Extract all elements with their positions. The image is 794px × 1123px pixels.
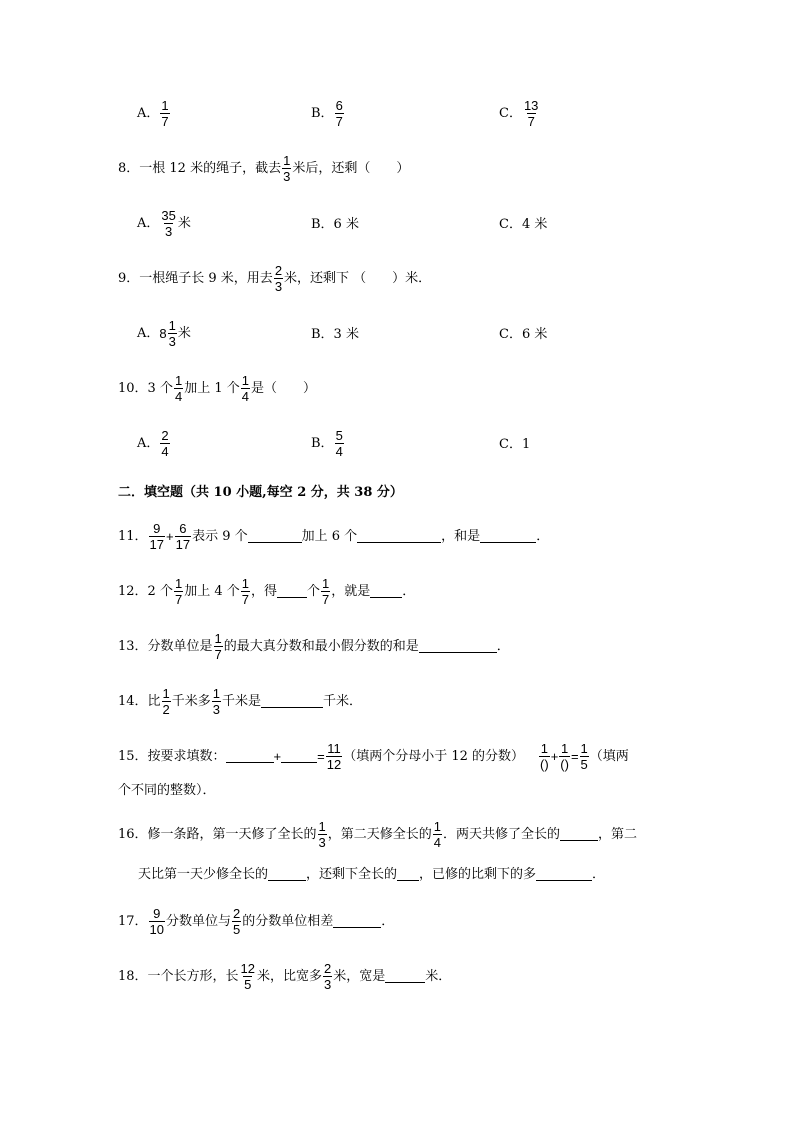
- q10-option-a: A． $\frac{2}{4}$: [137, 428, 169, 459]
- fraction: $\frac{1}{7}$: [161, 98, 169, 129]
- fraction: $\frac{9}{10}$: [149, 906, 165, 937]
- answer-blank[interactable]: [397, 868, 419, 881]
- fraction: $\frac{1}{7}$: [322, 576, 330, 607]
- answer-blank[interactable]: [370, 585, 402, 598]
- question-9: 9．一根绳子长 9 米，用去 $\frac{2}{3}$ 米，还剩下 （ ）米．: [118, 263, 432, 294]
- fraction: $\frac{1}{4}$: [433, 819, 442, 850]
- fraction: $\frac{1}{7}$: [241, 576, 249, 607]
- answer-blank[interactable]: [281, 750, 317, 763]
- fraction: $\frac{2}{4}$: [161, 428, 169, 459]
- fraction: $\frac{1}{()}$: [560, 741, 569, 772]
- q10-option-b: B． $\frac{5}{4}$: [311, 428, 343, 459]
- answer-blank[interactable]: [277, 585, 307, 598]
- question-15-line-2: 个不同的整数）．: [118, 783, 216, 798]
- fraction: $\frac{1}{4}$: [241, 373, 249, 404]
- q7-option-a: A． $\frac{1}{7}$: [137, 98, 169, 129]
- question-12: 12．2 个 $\frac{1}{7}$ 加上 4 个 $\frac{1}{7}$ ，得 个 $\frac{1}{7}$ ，就是 ．: [118, 576, 416, 607]
- fraction: $\frac{1}{3}$: [318, 819, 326, 850]
- question-8: 8．一根 12 米的绳子，截去 $\frac{1}{3}$ 米后，还剩（ ）: [118, 153, 410, 184]
- q10-option-c: C．1: [499, 437, 531, 452]
- question-13: 13．分数单位是 $\frac{1}{7}$ 的最大真分数和最小假分数的和是 ．: [118, 631, 510, 662]
- question-10: 10．3 个 $\frac{1}{4}$ 加上 1 个 $\frac{1}{4}$ 是（ ）: [118, 373, 316, 404]
- answer-blank[interactable]: [226, 750, 274, 763]
- fraction: $\frac{2}{3}$: [274, 263, 283, 294]
- answer-blank[interactable]: [357, 530, 441, 543]
- question-18: 18．一个长方形，长 $\frac{12}{5}$ 米，比宽多 $\frac{2}{3}$ 米，宽是 米．: [118, 961, 452, 992]
- fraction: $\frac{13}{7}$: [523, 98, 539, 129]
- answer-blank[interactable]: [536, 868, 592, 881]
- q9-option-a: A． 8 $\frac{1}{3}$ 米: [137, 318, 191, 349]
- answer-blank[interactable]: [248, 530, 302, 543]
- fraction: $\frac{2}{5}$: [233, 906, 241, 937]
- fraction: $\frac{1}{2}$: [162, 686, 170, 717]
- answer-blank[interactable]: [385, 970, 425, 983]
- fraction: $\frac{1}{3}$: [212, 686, 221, 717]
- fraction: $\frac{1}{()}$: [540, 741, 549, 772]
- q7-option-c: C． $\frac{13}{7}$: [499, 98, 539, 129]
- question-11: 11． $\frac{9}{17}$ + $\frac{6}{17}$ 表示 9 个 加上 6 个 ，和是 ．: [118, 521, 550, 552]
- fraction: $\frac{12}{5}$: [240, 961, 256, 992]
- answer-blank[interactable]: [333, 915, 381, 928]
- fraction: $\frac{1}{4}$: [174, 373, 183, 404]
- q8-option-c: C．4 米: [499, 217, 548, 232]
- question-17: 17． $\frac{9}{10}$ 分数单位与 $\frac{2}{5}$ 的分数单位相差 ．: [118, 906, 395, 937]
- question-15: 15．按要求填数： + = $\frac{11}{12}$ （填两个分母小于 12 的分数） $\frac{1}{()}$ + $\frac{1}{()}$ = $\frac{1}{5}$ （填两: [118, 741, 629, 772]
- fraction: $\frac{1}{3}$: [168, 318, 176, 349]
- fraction: $\frac{1}{7}$: [214, 631, 222, 662]
- fraction: $\frac{9}{17}$: [149, 521, 165, 552]
- q8-option-b: B．6 米: [311, 217, 359, 232]
- fraction: $\frac{6}{7}$: [335, 98, 343, 129]
- question-16-line-2: 天比第一天少修全长的 ，还剩下全长的 ，已修的比剩下的多 ．: [138, 867, 606, 882]
- section-heading: 二．填空题（共 10 小题,每空 2 分，共 38 分）: [118, 485, 403, 500]
- answer-blank[interactable]: [261, 695, 323, 708]
- q9-option-b: B．3 米: [311, 327, 359, 342]
- fraction: $\frac{2}{3}$: [324, 961, 332, 992]
- fraction: $\frac{5}{4}$: [335, 428, 343, 459]
- fraction: $\frac{1}{7}$: [174, 576, 183, 607]
- fraction: $\frac{6}{17}$: [175, 521, 191, 552]
- question-16: 16．修一条路，第一天修了全长的 $\frac{1}{3}$ ，第二天修全长的 $\frac{1}{4}$ ．两天共修了全长的 ，第二: [118, 819, 638, 850]
- fraction: $\frac{11}{12}$: [326, 741, 342, 772]
- q9-option-c: C．6 米: [499, 327, 548, 342]
- question-14: 14．比 $\frac{1}{2}$ 千米多 $\frac{1}{3}$ 千米是 千米．: [118, 686, 363, 717]
- fraction: $\frac{1}{3}$: [283, 153, 291, 184]
- fraction: $\frac{35}{3}$: [161, 208, 176, 239]
- answer-blank[interactable]: [560, 828, 598, 841]
- q7-option-b: B． $\frac{6}{7}$: [311, 98, 343, 129]
- answer-blank[interactable]: [268, 868, 306, 881]
- fraction: $\frac{1}{5}$: [580, 741, 588, 772]
- answer-blank[interactable]: [480, 530, 536, 543]
- q8-option-a: A． $\frac{35}{3}$ 米: [137, 208, 191, 239]
- answer-blank[interactable]: [419, 640, 497, 653]
